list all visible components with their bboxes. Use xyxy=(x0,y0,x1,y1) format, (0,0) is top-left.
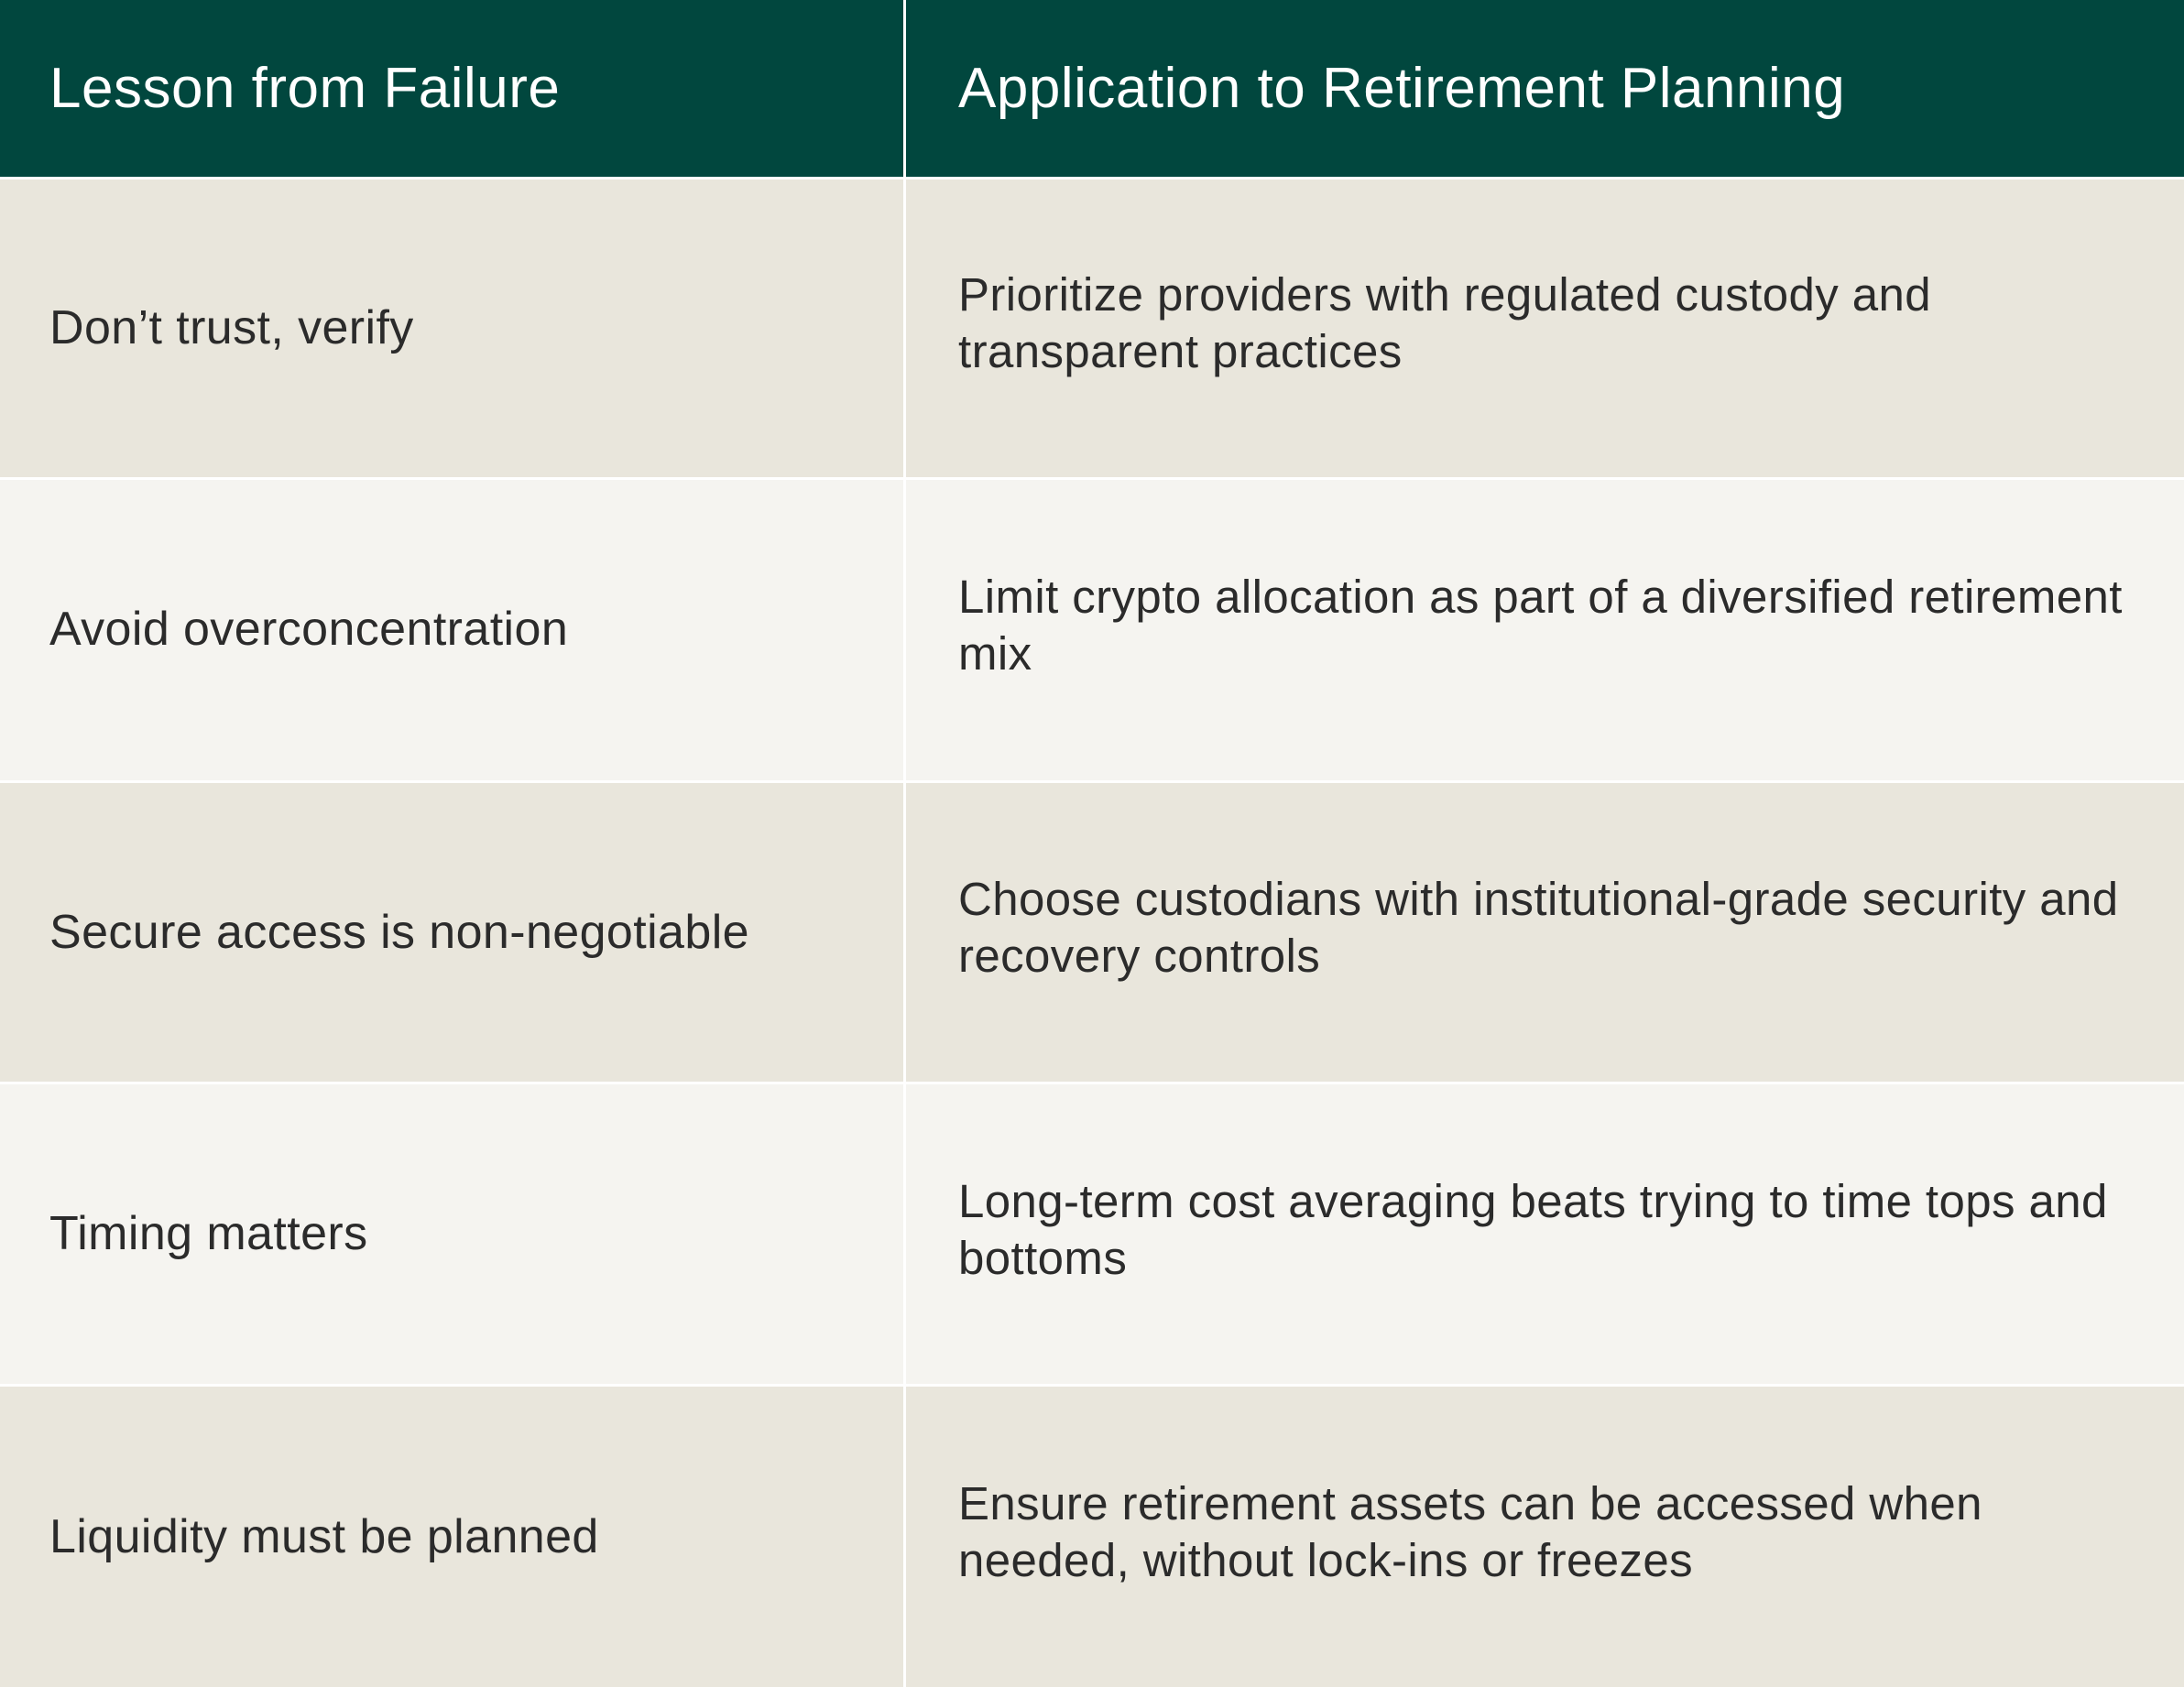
lesson-text: Timing matters xyxy=(49,1207,368,1261)
table-header-row xyxy=(0,0,2184,177)
column-divider xyxy=(903,0,906,1687)
lesson-text: Secure access is non-negotiable xyxy=(49,905,749,959)
lesson-cell xyxy=(0,479,903,780)
header-lesson-label: Lesson from Failure xyxy=(49,57,561,121)
application-cell xyxy=(903,783,2184,1082)
header-cell-lesson xyxy=(0,0,903,177)
application-cell xyxy=(903,479,2184,780)
lesson-text: Liquidity must be planned xyxy=(49,1509,599,1563)
row-divider xyxy=(0,1082,2184,1084)
header-application-label: Application to Retirement Planning xyxy=(958,57,1846,121)
row-divider xyxy=(0,477,2184,480)
lesson-cell xyxy=(0,1387,903,1687)
application-cell xyxy=(903,1084,2184,1384)
application-text: Limit crypto allocation as part of a diversified retirement mix xyxy=(958,570,2123,680)
row-divider xyxy=(0,780,2184,783)
lesson-cell xyxy=(0,1084,903,1384)
table-row xyxy=(0,179,2184,477)
application-text: Ensure retirement assets can be accessed when needed, without lock-ins or freezes xyxy=(958,1477,1982,1586)
table-row xyxy=(0,783,2184,1082)
table-row xyxy=(0,479,2184,780)
lesson-text: Avoid overconcentration xyxy=(49,603,569,657)
row-divider xyxy=(0,1384,2184,1387)
lesson-text: Don’t trust, verify xyxy=(49,300,414,354)
lesson-cell xyxy=(0,179,903,477)
application-text: Long-term cost averaging beats trying to time tops and bottoms xyxy=(958,1174,2108,1284)
lesson-cell xyxy=(0,783,903,1082)
application-cell xyxy=(903,179,2184,477)
table-row xyxy=(0,1084,2184,1384)
application-text: Prioritize providers with regulated custody and transparent practices xyxy=(958,268,1931,377)
row-divider xyxy=(0,177,2184,180)
application-cell xyxy=(903,1387,2184,1687)
application-text: Choose custodians with institutional-grade security and recovery controls xyxy=(958,873,2119,982)
table-row xyxy=(0,1387,2184,1687)
header-cell-application xyxy=(903,0,2184,177)
